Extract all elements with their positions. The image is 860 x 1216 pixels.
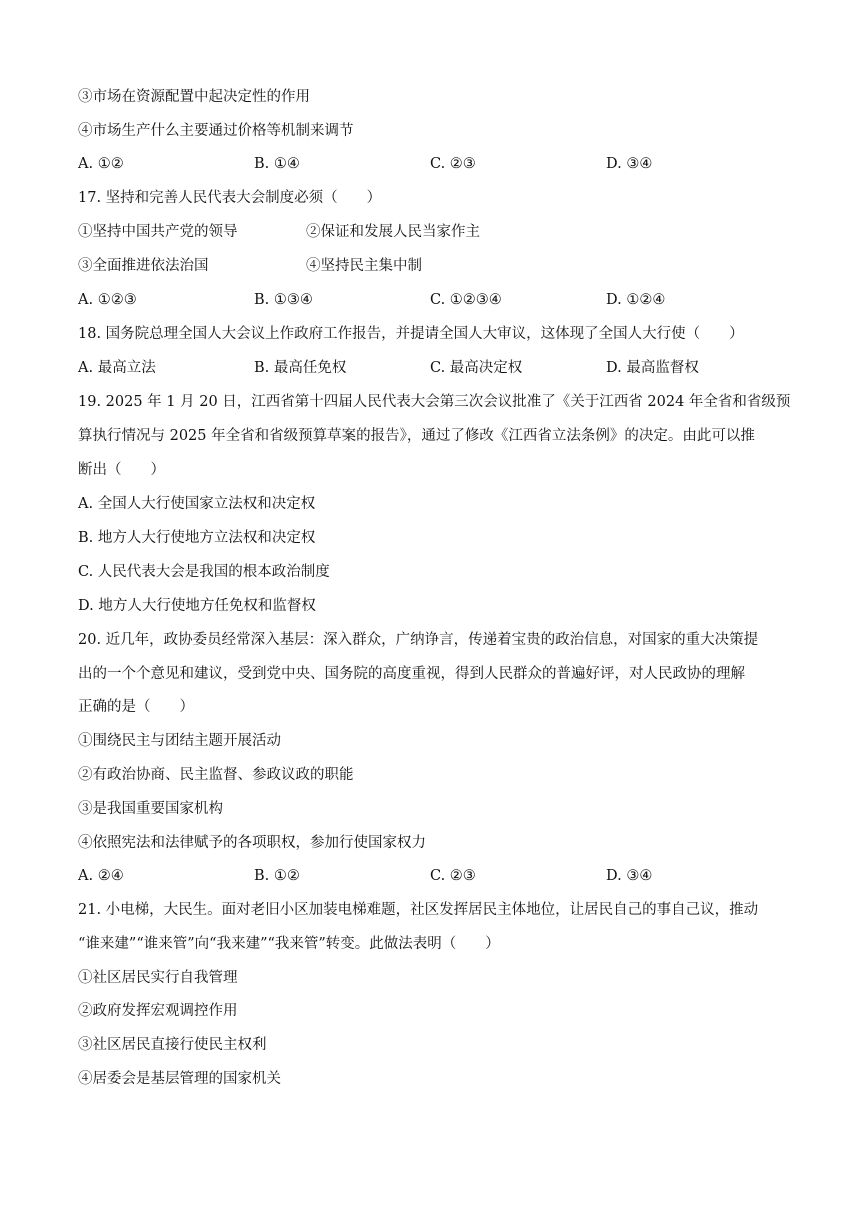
q20-item-3: ③是我国重要国家机构 bbox=[78, 801, 223, 817]
q17-option-d[interactable]: D. ①②④ bbox=[606, 292, 666, 308]
q16-item-4: ④市场生产什么主要通过价格等机制来调节 bbox=[78, 123, 354, 139]
q18-stem: 18. 国务院总理全国人大会议上作政府工作报告，并提请全国人大审议，这体现了全国人大行使（ ） bbox=[78, 326, 744, 342]
q19-option-d[interactable]: D. 地方人大行使地方任免权和监督权 bbox=[78, 598, 316, 614]
q21-item-4: ④居委会是基层管理的国家机关 bbox=[78, 1071, 281, 1087]
q20-stem-line-1: 20. 近几年，政协委员经常深入基层：深入群众，广纳诤言，传递着宝贵的政治信息，对国家的重大决策提 bbox=[78, 632, 759, 648]
q21-item-1: ①社区居民实行自我管理 bbox=[78, 970, 238, 986]
q17-option-c[interactable]: C. ①②③④ bbox=[430, 292, 502, 308]
q17-item-4: ④坚持民主集中制 bbox=[306, 258, 422, 274]
q19-option-c[interactable]: C. 人民代表大会是我国的根本政治制度 bbox=[78, 564, 330, 580]
q16-item-3: ③市场在资源配置中起决定性的作用 bbox=[78, 89, 310, 105]
q18-option-b[interactable]: B. 最高任免权 bbox=[254, 360, 347, 376]
q20-option-c[interactable]: C. ②③ bbox=[430, 868, 476, 884]
q21-item-2: ②政府发挥宏观调控作用 bbox=[78, 1003, 238, 1019]
q18-option-c[interactable]: C. 最高决定权 bbox=[430, 360, 523, 376]
q21-stem-line-1: 21. 小电梯，大民生。面对老旧小区加装电梯难题，社区发挥居民主体地位，让居民自己的事自己议，推动 bbox=[78, 902, 759, 918]
q19-stem-line-3: 断出（ ） bbox=[78, 462, 165, 478]
q20-option-b[interactable]: B. ①② bbox=[254, 868, 300, 884]
q20-option-d[interactable]: D. ③④ bbox=[606, 868, 653, 884]
q17-item-2: ②保证和发展人民当家作主 bbox=[306, 224, 480, 240]
q17-item-1: ①坚持中国共产党的领导 bbox=[78, 224, 238, 240]
q20-stem-line-3: 正确的是（ ） bbox=[78, 699, 194, 715]
q16-option-b[interactable]: B. ①④ bbox=[254, 156, 300, 172]
q17-item-3: ③全面推进依法治国 bbox=[78, 258, 209, 274]
q20-option-a[interactable]: A. ②④ bbox=[78, 868, 124, 884]
q21-item-3: ③社区居民直接行使民主权利 bbox=[78, 1037, 267, 1053]
q17-option-a[interactable]: A. ①②③ bbox=[78, 292, 137, 308]
q16-option-c[interactable]: C. ②③ bbox=[430, 156, 476, 172]
q16-option-a[interactable]: A. ①② bbox=[78, 156, 124, 172]
q19-option-a[interactable]: A. 全国人大行使国家立法权和决定权 bbox=[78, 496, 316, 512]
q21-stem-line-2: “谁来建”“谁来管”向“我来建”“我来管”转变。此做法表明（ ） bbox=[78, 936, 500, 952]
q17-stem: 17. 坚持和完善人民代表大会制度必须（ ） bbox=[78, 190, 382, 206]
q17-option-b[interactable]: B. ①③④ bbox=[254, 292, 313, 308]
q19-stem-line-2: 算执行情况与 2025 年全省和省级预算草案的报告》，通过了修改《江西省立法条例》的决定。由此可以推 bbox=[78, 428, 755, 444]
q20-item-1: ①围绕民主与团结主题开展活动 bbox=[78, 733, 281, 749]
q16-option-d[interactable]: D. ③④ bbox=[606, 156, 653, 172]
q20-item-2: ②有政治协商、民主监督、参政议政的职能 bbox=[78, 767, 354, 783]
q19-stem-line-1: 19. 2025 年 1 月 20 日，江西省第十四届人民代表大会第三次会议批准了《关于江西省 2024 年全省和省级预 bbox=[78, 394, 791, 410]
q18-option-d[interactable]: D. 最高监督权 bbox=[606, 360, 699, 376]
q20-stem-line-2: 出的一个个意见和建议，受到党中央、国务院的高度重视，得到人民群众的普遍好评，对人民政协的理解 bbox=[78, 666, 745, 682]
q20-item-4: ④依照宪法和法律赋予的各项职权，参加行使国家权力 bbox=[78, 835, 426, 851]
q19-option-b[interactable]: B. 地方人大行使地方立法权和决定权 bbox=[78, 530, 316, 546]
q18-option-a[interactable]: A. 最高立法 bbox=[78, 360, 156, 376]
